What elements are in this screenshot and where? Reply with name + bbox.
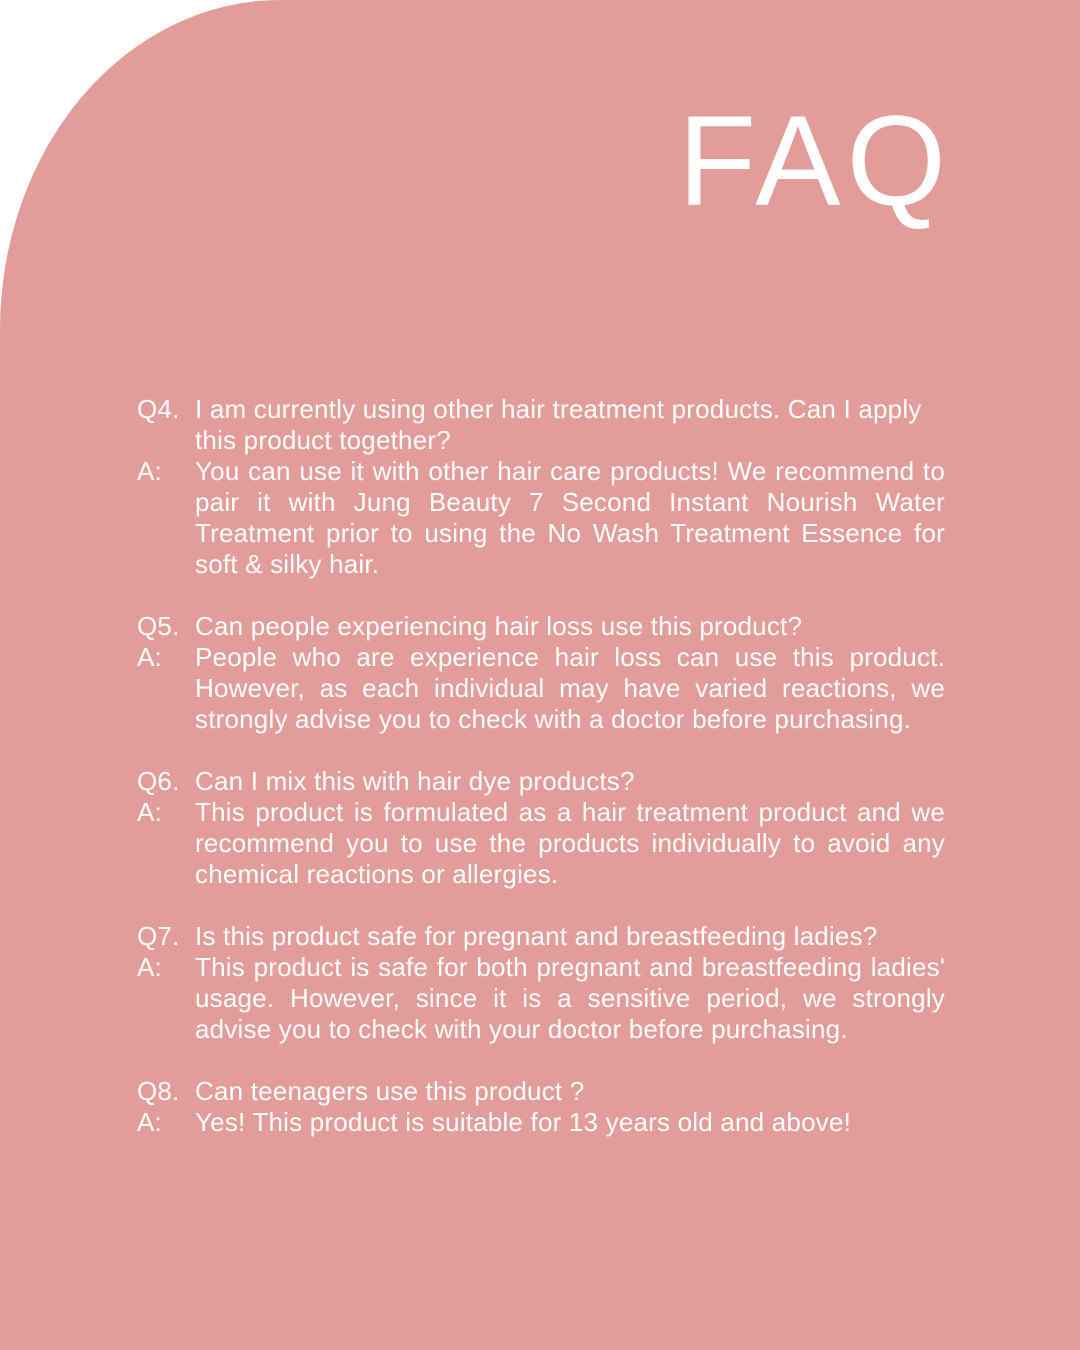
question-row bbox=[137, 611, 945, 642]
answer-row bbox=[137, 952, 945, 1045]
question-text: Can teenagers use this product ? bbox=[195, 1076, 585, 1106]
question-text: Can I mix this with hair dye products? bbox=[195, 766, 635, 796]
question-label: Q4. bbox=[137, 394, 180, 424]
question-label: Q5. bbox=[137, 611, 180, 641]
answer-label: A: bbox=[137, 642, 162, 672]
page-title: FAQ bbox=[677, 90, 952, 233]
faq-item-q6 bbox=[137, 766, 945, 890]
answer-text: People who are experience hair loss can use this product. However, as each individual may have varied reactions, we strongly advise you to check with a doctor before purchasing. bbox=[195, 642, 945, 734]
question-label: Q7. bbox=[137, 921, 180, 951]
answer-row bbox=[137, 456, 945, 580]
answer-row bbox=[137, 642, 945, 735]
faq-list bbox=[137, 394, 945, 1169]
answer-text: You can use it with other hair care products! We recommend to pair it with Jung Beauty 7 Second Instant Nourish Water Treatment prior to using the No Wash Treatment Essence for soft & silky hair. bbox=[195, 456, 945, 579]
question-text: Can people experiencing hair loss use this product? bbox=[195, 611, 803, 641]
answer-text: This product is safe for both pregnant and breastfeeding ladies' usage. However, since it is a sensitive period, we strongly advise you to check with your doctor before purchasing. bbox=[195, 952, 945, 1044]
faq-item-q7 bbox=[137, 921, 945, 1045]
answer-label: A: bbox=[137, 1107, 162, 1137]
answer-label: A: bbox=[137, 797, 162, 827]
answer-row bbox=[137, 797, 945, 890]
question-text: I am currently using other hair treatment products. Can I apply this product together? bbox=[195, 394, 922, 455]
question-text: Is this product safe for pregnant and breastfeeding ladies? bbox=[195, 921, 878, 951]
question-row bbox=[137, 394, 945, 456]
answer-text: This product is formulated as a hair treatment product and we recommend you to use the products individually to avoid any chemical reactions or allergies. bbox=[195, 797, 945, 889]
answer-label: A: bbox=[137, 952, 162, 982]
question-label: Q8. bbox=[137, 1076, 180, 1106]
question-row bbox=[137, 766, 945, 797]
answer-label: A: bbox=[137, 456, 162, 486]
question-label: Q6. bbox=[137, 766, 180, 796]
faq-item-q4 bbox=[137, 394, 945, 580]
faq-item-q5 bbox=[137, 611, 945, 735]
answer-row bbox=[137, 1107, 945, 1138]
question-row bbox=[137, 921, 945, 952]
faq-item-q8 bbox=[137, 1076, 945, 1138]
answer-text: Yes! This product is suitable for 13 years old and above! bbox=[195, 1107, 852, 1137]
question-row bbox=[137, 1076, 945, 1107]
